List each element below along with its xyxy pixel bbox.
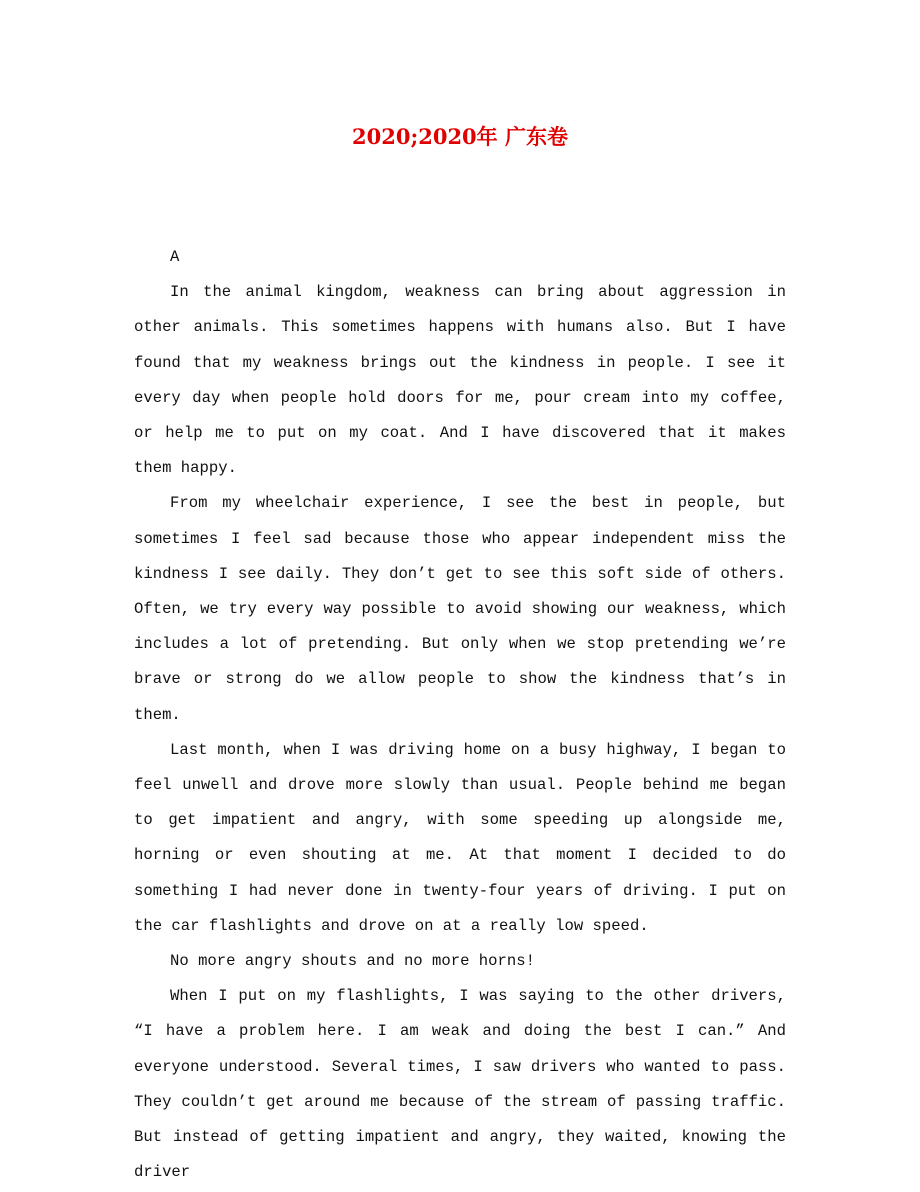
section-label: A bbox=[170, 248, 180, 266]
paragraph-4: No more angry shouts and no more horns! bbox=[170, 952, 535, 971]
paragraph-2: From my wheelchair experience, I see the best in people, but sometimes I feel sad because those who appear independent miss the kindness I see daily. They don’t get to see this soft side of others. Often, we try every way possible to avoid showing our weakness, which includes a lot of pretending. But only when we stop pretending we’re brave or strong do we allow people to show the kindness that’s in them. bbox=[134, 494, 786, 724]
document-body bbox=[134, 240, 786, 1190]
paragraph-3: Last month, when I was driving home on a busy highway, I began to feel unwell and drove more slowly than usual. People behind me began to get impatient and angry, with some speeding up alongside me, horning or even shouting at me. At that moment I decided to do something I had never done in twenty-four years of driving. I put on the car flashlights and drove on at a really low speed. bbox=[134, 740, 786, 935]
paragraph-5: When I put on my flashlights, I was saying to the other drivers, “I have a problem here. I am weak and doing the best I can.” And everyone understood. Several times, I saw drivers who wanted to pass. They couldn’t get around me because of the stream of passing traffic. But instead of getting impatient and angry, they waited, knowing the driver bbox=[134, 987, 786, 1182]
document-title: 2020;2020年 广东卷 bbox=[352, 124, 568, 149]
paragraph-1: In the animal kingdom, weakness can bring about aggression in other animals. This sometimes happens with humans also. But I have found that my weakness brings out the kindness in people. I see it every day when people hold doors for me, pour cream into my coffee, or help me to put on my coat. And I have discovered that it makes them happy. bbox=[134, 283, 786, 478]
